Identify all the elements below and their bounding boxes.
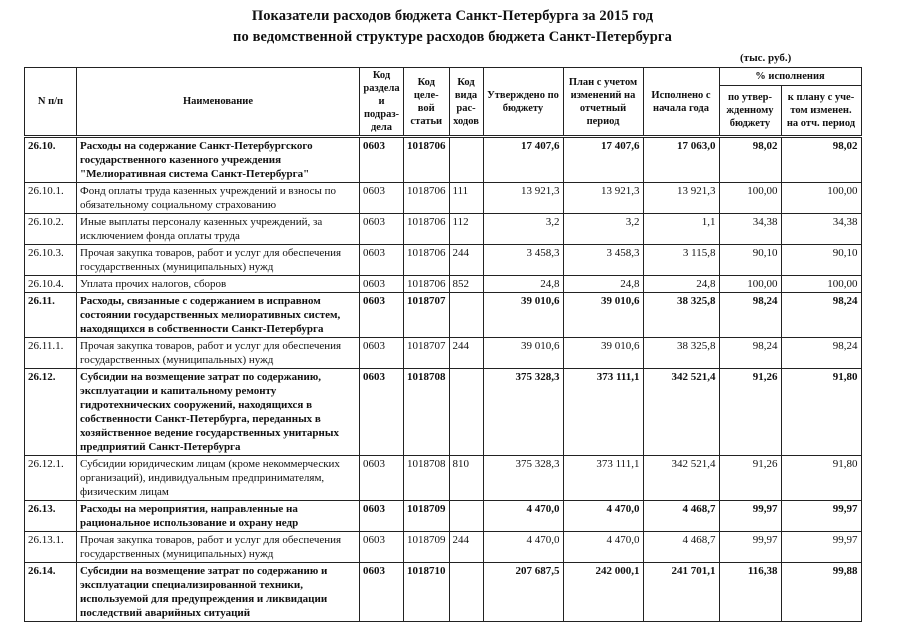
cell-kind-code: 244 <box>449 532 483 563</box>
cell-num: 26.10.4. <box>25 276 77 293</box>
cell-name: Расходы, связанные с содержанием в исправном состоянии государственных мелиоративных систем, находящихся в собственности Санкт-Петербурга <box>77 293 360 338</box>
cell-name: Прочая закупка товаров, работ и услуг для обеспечения государственных (муниципальных) нужд <box>77 245 360 276</box>
table-row <box>25 183 862 214</box>
cell-approved: 4 470,0 <box>483 501 563 532</box>
table-body <box>25 137 862 622</box>
cell-target-code: 1018707 <box>404 338 450 369</box>
cell-pct-approved: 98,02 <box>719 137 781 183</box>
cell-pct-plan: 99,97 <box>781 532 861 563</box>
cell-name: Субсидии на возмещение затрат по содержанию и эксплуатации специализированной техники, используемой для предупреждения и ликвидации последствий аварийных ситуаций <box>77 563 360 622</box>
cell-pct-approved: 90,10 <box>719 245 781 276</box>
table-row <box>25 563 862 622</box>
cell-pct-plan: 98,24 <box>781 338 861 369</box>
cell-section-code: 0603 <box>360 245 404 276</box>
cell-name: Уплата прочих налогов, сборов <box>77 276 360 293</box>
cell-pct-approved: 98,24 <box>719 338 781 369</box>
cell-pct-plan: 91,80 <box>781 369 861 456</box>
cell-section-code: 0603 <box>360 563 404 622</box>
cell-section-code: 0603 <box>360 137 404 183</box>
cell-pct-plan: 98,02 <box>781 137 861 183</box>
cell-plan: 4 470,0 <box>563 501 643 532</box>
header-approved: Утверждено по бюджету <box>483 68 563 137</box>
cell-kind-code <box>449 563 483 622</box>
header-pct-approved: по утвер-жденному бюджету <box>719 86 781 137</box>
cell-approved: 207 687,5 <box>483 563 563 622</box>
cell-section-code: 0603 <box>360 338 404 369</box>
cell-target-code: 1018710 <box>404 563 450 622</box>
cell-pct-approved: 91,26 <box>719 456 781 501</box>
cell-pct-plan: 34,38 <box>781 214 861 245</box>
cell-approved: 375 328,3 <box>483 456 563 501</box>
table-row <box>25 293 862 338</box>
cell-name: Прочая закупка товаров, работ и услуг для обеспечения государственных (муниципальных) нужд <box>77 338 360 369</box>
cell-plan: 39 010,6 <box>563 293 643 338</box>
cell-section-code: 0603 <box>360 501 404 532</box>
cell-approved: 39 010,6 <box>483 293 563 338</box>
header-name: Наименование <box>77 68 360 137</box>
header-pct-plan: к плану с уче-том изменен. на отч. период <box>781 86 861 137</box>
table-row <box>25 501 862 532</box>
table-row <box>25 532 862 563</box>
cell-kind-code <box>449 501 483 532</box>
header-num: N п/п <box>25 68 77 137</box>
cell-name: Субсидии на возмещение затрат по содержанию, эксплуатации и капитальному ремонту гидротехнических сооружений, находящихся в собственности Санкт-Петербурга, переданных в хозяйственное ведение государственных унитарных предприятий Санкт-Петербурга <box>77 369 360 456</box>
cell-plan: 3,2 <box>563 214 643 245</box>
cell-executed: 24,8 <box>643 276 719 293</box>
cell-pct-plan: 99,88 <box>781 563 861 622</box>
cell-section-code: 0603 <box>360 456 404 501</box>
cell-executed: 3 115,8 <box>643 245 719 276</box>
header-executed: Исполнено с начала года <box>643 68 719 137</box>
cell-target-code: 1018706 <box>404 245 450 276</box>
header-plan: План с учетом изменений на отчетный период <box>563 68 643 137</box>
cell-approved: 13 921,3 <box>483 183 563 214</box>
cell-num: 26.11. <box>25 293 77 338</box>
cell-section-code: 0603 <box>360 183 404 214</box>
cell-target-code: 1018709 <box>404 532 450 563</box>
table-row <box>25 338 862 369</box>
cell-target-code: 1018706 <box>404 214 450 245</box>
cell-name: Расходы на содержание Санкт-Петербургского государственного казенного учреждения "Мелиоративная система Санкт-Петербурга" <box>77 137 360 183</box>
cell-num: 26.10.2. <box>25 214 77 245</box>
cell-pct-approved: 116,38 <box>719 563 781 622</box>
cell-num: 26.12. <box>25 369 77 456</box>
cell-num: 26.10.3. <box>25 245 77 276</box>
cell-kind-code: 810 <box>449 456 483 501</box>
table-row <box>25 137 862 183</box>
cell-executed: 38 325,8 <box>643 338 719 369</box>
cell-pct-approved: 34,38 <box>719 214 781 245</box>
cell-plan: 13 921,3 <box>563 183 643 214</box>
cell-approved: 375 328,3 <box>483 369 563 456</box>
cell-num: 26.13. <box>25 501 77 532</box>
cell-plan: 373 111,1 <box>563 456 643 501</box>
cell-pct-approved: 98,24 <box>719 293 781 338</box>
cell-pct-approved: 99,97 <box>719 532 781 563</box>
table-row <box>25 456 862 501</box>
cell-target-code: 1018706 <box>404 183 450 214</box>
header-target-code: Код целе-вой статьи <box>404 68 450 137</box>
cell-approved: 3,2 <box>483 214 563 245</box>
table-row <box>25 214 862 245</box>
cell-name: Расходы на мероприятия, направленные на рациональное использование и охрану недр <box>77 501 360 532</box>
units-label: (тыс. руб.) <box>740 52 792 64</box>
cell-plan: 373 111,1 <box>563 369 643 456</box>
cell-name: Субсидии юридическим лицам (кроме некоммерческих организаций), индивидуальным предпринимателям, физическим лицам <box>77 456 360 501</box>
cell-num: 26.12.1. <box>25 456 77 501</box>
cell-kind-code <box>449 293 483 338</box>
cell-target-code: 1018707 <box>404 293 450 338</box>
cell-executed: 13 921,3 <box>643 183 719 214</box>
cell-approved: 4 470,0 <box>483 532 563 563</box>
cell-num: 26.10. <box>25 137 77 183</box>
cell-num: 26.14. <box>25 563 77 622</box>
table-row <box>25 276 862 293</box>
cell-name: Иные выплаты персоналу казенных учреждений, за исключением фонда оплаты труда <box>77 214 360 245</box>
cell-plan: 39 010,6 <box>563 338 643 369</box>
cell-section-code: 0603 <box>360 532 404 563</box>
cell-plan: 242 000,1 <box>563 563 643 622</box>
cell-pct-plan: 99,97 <box>781 501 861 532</box>
document-title: Показатели расходов бюджета Санкт-Петербурга за 2015 год <box>251 8 654 24</box>
cell-name: Фонд оплаты труда казенных учреждений и взносы по обязательному социальному страхованию <box>77 183 360 214</box>
cell-num: 26.11.1. <box>25 338 77 369</box>
cell-plan: 3 458,3 <box>563 245 643 276</box>
table-row <box>25 369 862 456</box>
cell-kind-code: 112 <box>449 214 483 245</box>
cell-num: 26.10.1. <box>25 183 77 214</box>
cell-executed: 4 468,7 <box>643 532 719 563</box>
cell-executed: 1,1 <box>643 214 719 245</box>
cell-approved: 39 010,6 <box>483 338 563 369</box>
cell-kind-code <box>449 369 483 456</box>
cell-pct-approved: 100,00 <box>719 276 781 293</box>
cell-name: Прочая закупка товаров, работ и услуг для обеспечения государственных (муниципальных) нужд <box>77 532 360 563</box>
cell-target-code: 1018706 <box>404 137 450 183</box>
cell-pct-plan: 91,80 <box>781 456 861 501</box>
cell-pct-plan: 100,00 <box>781 183 861 214</box>
cell-executed: 342 521,4 <box>643 456 719 501</box>
cell-section-code: 0603 <box>360 293 404 338</box>
cell-executed: 4 468,7 <box>643 501 719 532</box>
header-kind-code: Код вида рас-ходов <box>449 68 483 137</box>
header-percent: % исполнения <box>719 68 861 86</box>
cell-kind-code <box>449 137 483 183</box>
cell-pct-plan: 90,10 <box>781 245 861 276</box>
cell-target-code: 1018708 <box>404 369 450 456</box>
cell-pct-plan: 100,00 <box>781 276 861 293</box>
cell-target-code: 1018709 <box>404 501 450 532</box>
cell-executed: 342 521,4 <box>643 369 719 456</box>
cell-pct-plan: 98,24 <box>781 293 861 338</box>
cell-executed: 38 325,8 <box>643 293 719 338</box>
cell-section-code: 0603 <box>360 214 404 245</box>
cell-pct-approved: 99,97 <box>719 501 781 532</box>
cell-pct-approved: 91,26 <box>719 369 781 456</box>
cell-plan: 4 470,0 <box>563 532 643 563</box>
cell-executed: 241 701,1 <box>643 563 719 622</box>
cell-plan: 24,8 <box>563 276 643 293</box>
cell-kind-code: 244 <box>449 338 483 369</box>
header-section-code: Код раздела и подраз-дела <box>360 68 404 137</box>
document-subtitle: по ведомственной структуре расходов бюджета Санкт-Петербурга <box>233 29 672 45</box>
cell-kind-code: 111 <box>449 183 483 214</box>
table-row <box>25 245 862 276</box>
cell-plan: 17 407,6 <box>563 137 643 183</box>
cell-kind-code: 852 <box>449 276 483 293</box>
cell-approved: 24,8 <box>483 276 563 293</box>
cell-section-code: 0603 <box>360 369 404 456</box>
cell-kind-code: 244 <box>449 245 483 276</box>
cell-section-code: 0603 <box>360 276 404 293</box>
cell-num: 26.13.1. <box>25 532 77 563</box>
cell-pct-approved: 100,00 <box>719 183 781 214</box>
cell-approved: 17 407,6 <box>483 137 563 183</box>
cell-target-code: 1018708 <box>404 456 450 501</box>
cell-approved: 3 458,3 <box>483 245 563 276</box>
cell-target-code: 1018706 <box>404 276 450 293</box>
budget-table <box>24 67 862 622</box>
cell-executed: 17 063,0 <box>643 137 719 183</box>
